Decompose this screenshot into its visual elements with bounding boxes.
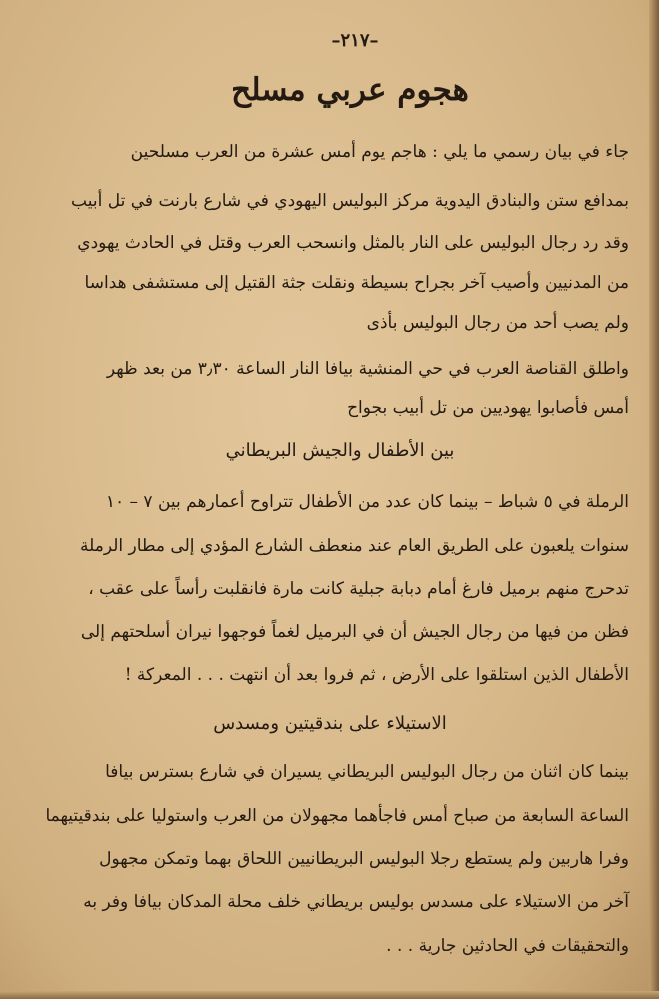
paragraph-1-line-1: جاء في بيان رسمي ما يلي : هاجم يوم أمس عشرة من العرب مسلحين bbox=[130, 142, 629, 162]
section-3-line-3: وفرا هاربين ولم يستطع رجلا البوليس البريطانيين اللحاق بهما وتمكن مجهول bbox=[99, 849, 629, 869]
article-title: هجوم عربي مسلح bbox=[231, 72, 469, 108]
section-2-line-2: سنوات يلعبون على الطريق العام عند منعطف الشارع المؤدي إلى مطار الرملة bbox=[80, 536, 629, 556]
section-3-heading: الاستيلاء على بندقيتين ومسدس bbox=[213, 713, 447, 734]
section-2-line-1: الرملة في ٥ شباط – بينما كان عدد من الأطفال تتراوح أعمارهم بين ٧ – ١٠ bbox=[105, 492, 629, 512]
paragraph-2-line-2: أمس فأصابوا يهوديين من تل أبيب بجواح bbox=[347, 398, 629, 418]
section-2-heading: بين الأطفال والجيش البريطاني bbox=[225, 440, 455, 461]
section-2-line-3: تدحرج منهم برميل فارغ أمام دبابة جبلية كانت مارة فانقلبت رأساً على عقب ، bbox=[88, 579, 629, 599]
section-2-line-5: الأطفال الذين استلقوا على الأرض ، ثم فروا بعد أن انتهت . . . المعركة ! bbox=[124, 665, 629, 685]
section-3-line-4: آخر من الاستيلاء على مسدس بوليس بريطاني خلف محلة المدكان بيافا وفر به bbox=[83, 892, 629, 912]
section-3-line-2: الساعة السابعة من صباح أمس فاجأهما مجهولان من العرب واستوليا على بندقيتيهما bbox=[45, 806, 629, 826]
section-3-line-5: والتحقيقات في الحادثين جارية . . . bbox=[386, 936, 629, 956]
page-bottom-edge bbox=[0, 991, 659, 999]
paragraph-2-line-1: واطلق القناصة العرب في حي المنشية بيافا النار الساعة ٣٫٣٠ من بعد ظهر bbox=[106, 359, 629, 379]
section-3-line-1: بينما كان اثنان من رجال البوليس البريطاني يسيران في شارع بسترس بيافا bbox=[105, 762, 629, 782]
section-2-line-4: فظن من فيها من رجال الجيش أن في البرميل لغماً فوجهوا نيران أسلحتهم إلى bbox=[80, 622, 629, 642]
paragraph-1-line-5: ولم يصب أحد من رجال البوليس بأذى bbox=[366, 313, 629, 333]
paragraph-1-line-4: من المدنيين وأصيب آخر بجراح بسيطة ونقلت جثة القتيل إلى مستشفى هداسا bbox=[84, 273, 629, 293]
page-edge-shadow bbox=[649, 0, 659, 999]
page-number: –٢١٧– bbox=[331, 30, 379, 51]
paragraph-1-line-3: وقد رد رجال البوليس على النار بالمثل وانسحب العرب وقتل في الحادث يهودي bbox=[77, 233, 629, 253]
paragraph-1-line-2: بمدافع ستن والبنادق اليدوية مركز البوليس اليهودي في شارع بارنت في تل أبيب bbox=[71, 191, 629, 211]
